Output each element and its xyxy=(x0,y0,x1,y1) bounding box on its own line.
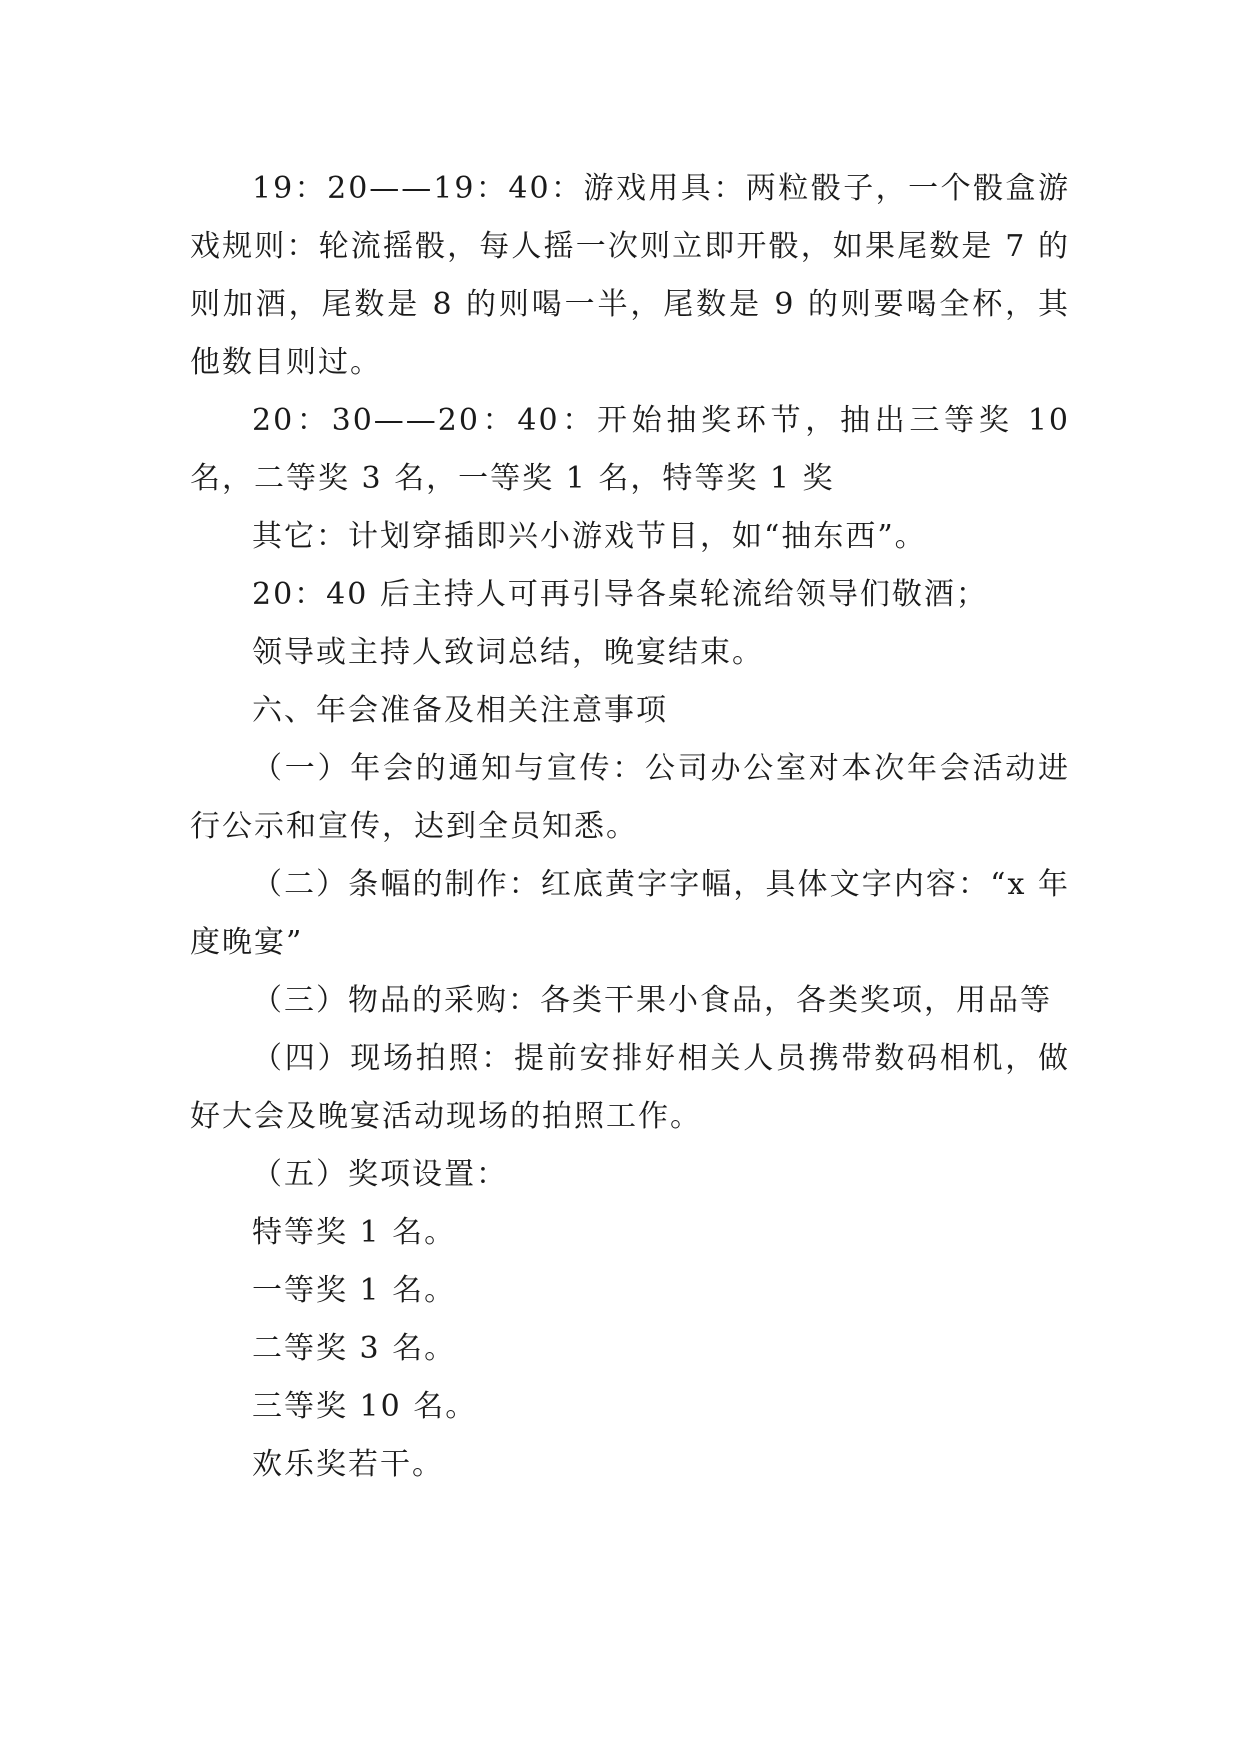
award-second-prize: 二等奖 3 名。 xyxy=(252,1331,457,1366)
award-happy-prize: 欢乐奖若干。 xyxy=(252,1447,444,1482)
paragraph-other-games: 其它：计划穿插即兴小游戏节目，如“抽东西”。 xyxy=(252,519,927,554)
award-grand-prize: 特等奖 1 名。 xyxy=(252,1215,457,1250)
paragraph-banner: （二）条幅的制作：红底黄字字幅，具体文字内容：“x 年度晚宴” xyxy=(190,867,1070,960)
document-body xyxy=(190,160,1070,1494)
paragraph-dice-game: 19：20——19：40：游戏用具：两粒骰子，一个骰盒游戏规则：轮流摇骰，每人摇一次则立即开骰，如果尾数是 7 的则加酒，尾数是 8 的则喝一半，尾数是 9 的则要喝全杯，其他数目则过。 xyxy=(190,171,1070,380)
paragraph-photography: （四）现场拍照：提前安排好相关人员携带数码相机，做好大会及晚宴活动现场的拍照工作。 xyxy=(190,1041,1070,1134)
paragraph-lottery: 20：30——20：40：开始抽奖环节，抽出三等奖 10 名，二等奖 3 名，一等奖 1 名，特等奖 1 奖 xyxy=(190,403,1070,496)
section-heading-preparation: 六、年会准备及相关注意事项 xyxy=(252,693,668,728)
paragraph-notice: （一）年会的通知与宣传：公司办公室对本次年会活动进行公示和宣传，达到全员知悉。 xyxy=(190,751,1070,844)
paragraph-awards-heading: （五）奖项设置： xyxy=(252,1157,508,1192)
paragraph-toast: 20：40 后主持人可再引导各桌轮流给领导们敬酒； xyxy=(252,577,988,612)
award-first-prize: 一等奖 1 名。 xyxy=(252,1273,457,1308)
award-third-prize: 三等奖 10 名。 xyxy=(252,1389,478,1424)
paragraph-purchase: （三）物品的采购：各类干果小食品，各类奖项，用品等 xyxy=(252,983,1052,1018)
paragraph-closing: 领导或主持人致词总结，晚宴结束。 xyxy=(252,635,764,670)
